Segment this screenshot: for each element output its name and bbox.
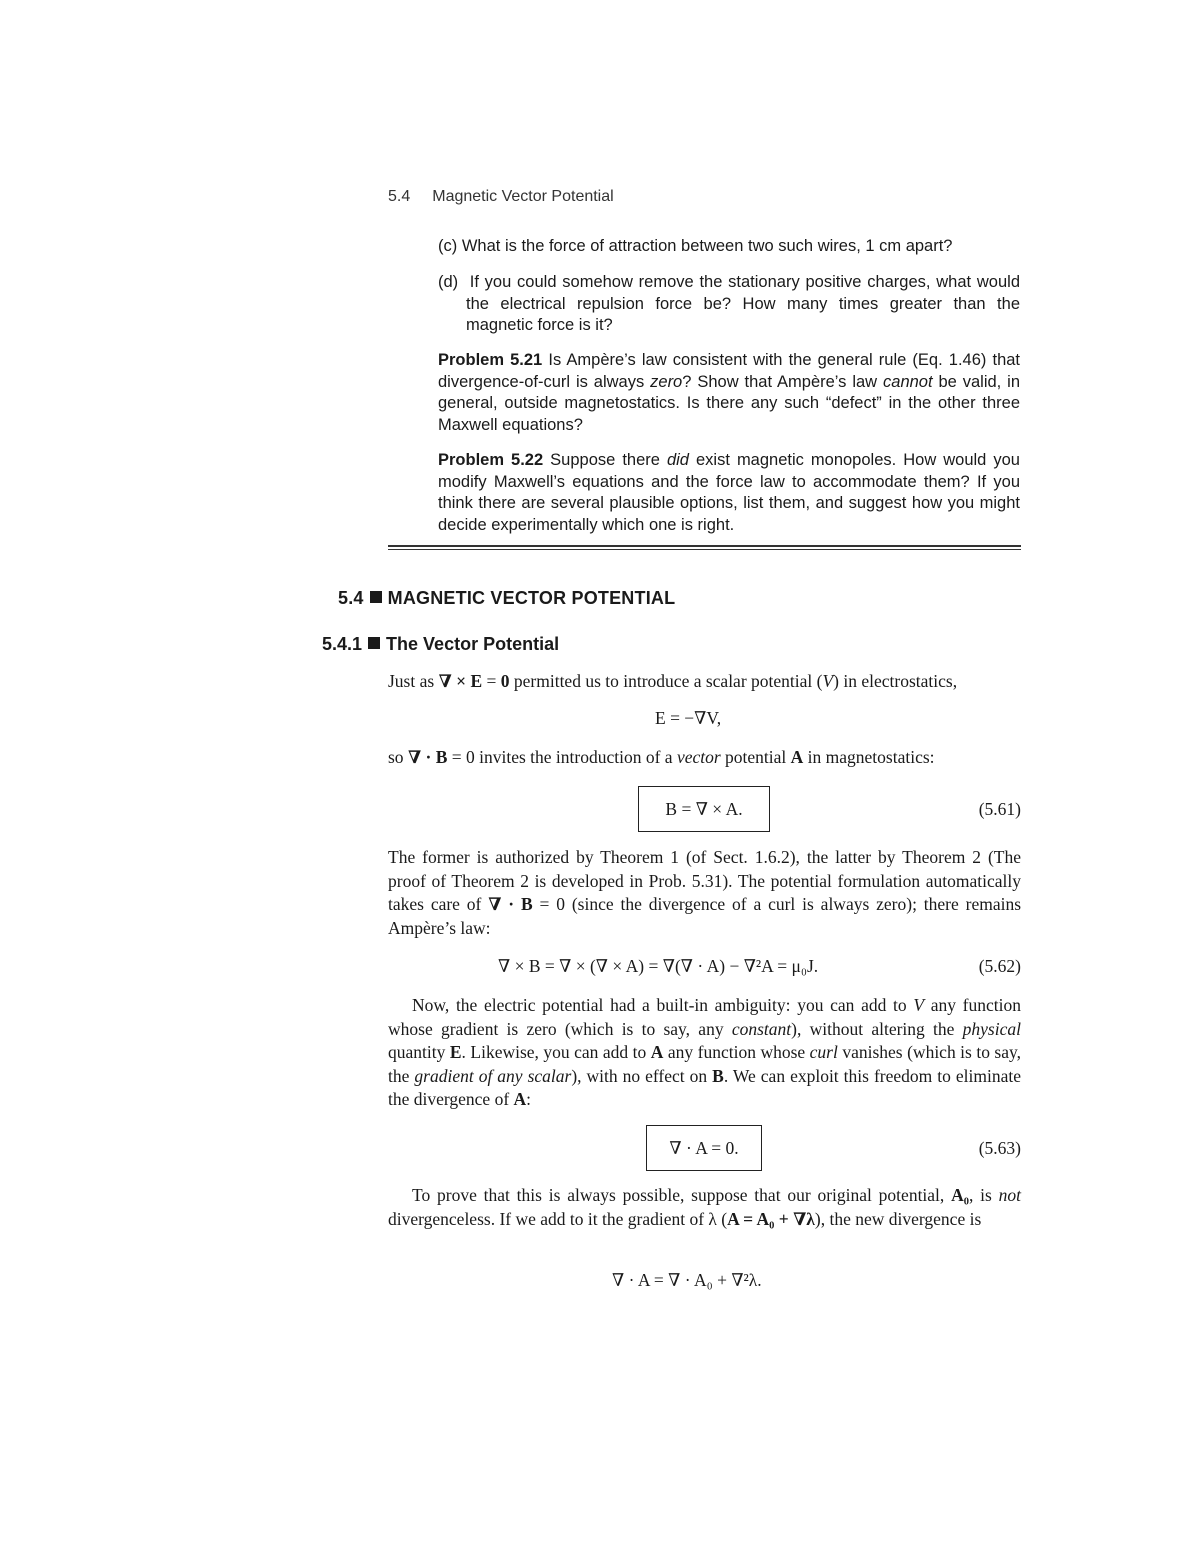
paragraph-1: [388, 670, 1021, 694]
math: 0: [500, 671, 510, 691]
text: Now, the electric potential had a built-in ambiguity: you can add to: [412, 995, 914, 1015]
text: To prove that this is always possible, suppose that our original potential,: [412, 1185, 952, 1205]
text: so: [388, 747, 408, 767]
math: A₀: [951, 1185, 969, 1205]
text: quantity: [388, 1042, 450, 1062]
equation-5-62: ∇ × B = ∇ × (∇ × A) = ∇(∇ · A) − ∇²A = μ₀J.: [498, 956, 819, 976]
equation-5-63-number: (5.63): [978, 1138, 1021, 1158]
emphasis: curl: [809, 1042, 838, 1062]
text: Just as: [388, 671, 439, 691]
text: . We can exploit this freedom to eliminate the divergence of: [388, 1065, 1021, 1109]
item-d-body: [438, 272, 1020, 337]
equation-divergence: ∇ · A = ∇ · A₀ + ∇²λ.: [612, 1270, 762, 1290]
item-c-label: (c): [438, 237, 458, 255]
problem-item-c: [438, 236, 1020, 258]
subsection-heading: [322, 634, 559, 655]
equation-5-62-number: (5.62): [978, 956, 1021, 976]
emphasis: physical: [962, 1018, 1021, 1039]
math: ∇ · B: [407, 747, 448, 767]
math: V: [913, 995, 925, 1015]
emphasis: gradient of any scalar: [414, 1065, 572, 1086]
running-head-number: 5.4: [388, 188, 411, 205]
item-d-label: (d): [438, 273, 459, 291]
problem-5-21-label: Problem 5.21: [438, 351, 543, 369]
running-head: [388, 188, 614, 206]
equation-e-field: E = −∇V,: [655, 708, 722, 728]
math: A: [650, 1042, 664, 1062]
problem-5-21-text: be valid, in general, outside magnetostatics. Is there any such “defect” in the other three Maxwell equations?: [438, 372, 1021, 434]
emphasis: zero: [650, 372, 683, 391]
text: vanishes (which is to say, the: [388, 1042, 1021, 1086]
square-bullet-icon: [370, 591, 382, 603]
text: = 0 (since the divergence of a curl is always zero); there remains Ampère’s law:: [388, 894, 1022, 938]
text: =: [482, 671, 501, 691]
math: A: [513, 1089, 527, 1109]
emphasis: vector: [676, 747, 721, 767]
math: E: [449, 1042, 462, 1062]
paragraph-5: [388, 1184, 1021, 1231]
math: ∇ · B: [488, 894, 533, 914]
text: = 0 invites the introduction of a: [447, 747, 677, 767]
section-number: 5.4: [338, 588, 364, 608]
paragraph-2: [388, 746, 1021, 770]
emphasis: not: [998, 1185, 1021, 1205]
problem-5-22-text: Suppose there: [550, 451, 667, 469]
text: ), without altering the: [791, 1018, 963, 1039]
problem-5-21-text: Is Ampère’s law consistent with the general rule (Eq. 1.46) that divergence-of-curl is always: [438, 351, 1021, 391]
text: ), with no effect on: [571, 1065, 713, 1086]
problem-end-rule-thin: [388, 549, 1021, 550]
text: permitted us to introduce a scalar potential (: [509, 671, 823, 691]
text: in magnetostatics:: [803, 747, 935, 767]
text: , is: [968, 1185, 999, 1205]
equation-5-63-box: [646, 1125, 762, 1171]
subsection-number: 5.4.1: [322, 634, 363, 654]
text: any function whose: [663, 1042, 810, 1062]
square-bullet-icon: [368, 637, 380, 649]
text: any function whose gradient is zero (which is to say, any: [388, 995, 1021, 1039]
text: divergenceless. If we add to it the gradient of λ (: [388, 1208, 728, 1229]
equation-5-61-number: (5.61): [978, 799, 1021, 819]
paragraph-3: [388, 846, 1021, 940]
math: V: [822, 671, 834, 691]
text: potential: [720, 747, 791, 767]
item-c-text: What is the force of attraction between two such wires, 1 cm apart?: [461, 237, 953, 255]
problem-5-22-text: exist magnetic monopoles. How would you modify Maxwell’s equations and the force law to accommodate them? If you think there are several plausible options, list them, and suggest how you might decide experimentally which one is right.: [438, 451, 1020, 534]
equation-5-61-box: [638, 786, 770, 832]
section-title: MAGNETIC VECTOR POTENTIAL: [387, 588, 676, 608]
emphasis: cannot: [883, 372, 933, 391]
emphasis: constant: [731, 1018, 792, 1039]
math: ∇ × E: [438, 671, 483, 691]
equation-5-63: ∇ · A = 0.: [669, 1137, 739, 1158]
paragraph-4: [388, 994, 1021, 1112]
problem-5-22-label: Problem 5.22: [438, 451, 544, 469]
problem-5-22: [438, 450, 1020, 536]
text: . Likewise, you can add to: [461, 1042, 651, 1062]
equation-5-61: B = ∇ × A.: [665, 798, 743, 819]
problem-5-21-text: ? Show that Ampère’s law: [682, 372, 884, 391]
math: B: [712, 1065, 724, 1086]
text: ), the new divergence is: [814, 1208, 982, 1229]
problem-item-d: [438, 272, 1020, 337]
text: ) in electrostatics,: [833, 671, 958, 691]
problem-5-21: [438, 350, 1020, 436]
math: A = A₀ + ∇λ: [727, 1208, 815, 1229]
math: A: [790, 747, 804, 767]
text: The former is authorized by Theorem 1 (of Sect. 1.6.2), the latter by Theorem 2 (The proof of Theorem 2 is developed in Prob. 5.31). The potential formulation automatically takes care of: [388, 847, 1021, 914]
section-heading: [338, 588, 675, 609]
running-head-title: Magnetic Vector Potential: [432, 188, 614, 205]
item-d-text: If you could somehow remove the stationary positive charges, what would the electrical repulsion force be? How many times greater than the magnetic force is it?: [466, 273, 1020, 334]
emphasis: did: [666, 451, 689, 469]
problem-end-rule: [388, 545, 1021, 547]
text: :: [526, 1089, 532, 1109]
subsection-title: The Vector Potential: [386, 634, 560, 654]
